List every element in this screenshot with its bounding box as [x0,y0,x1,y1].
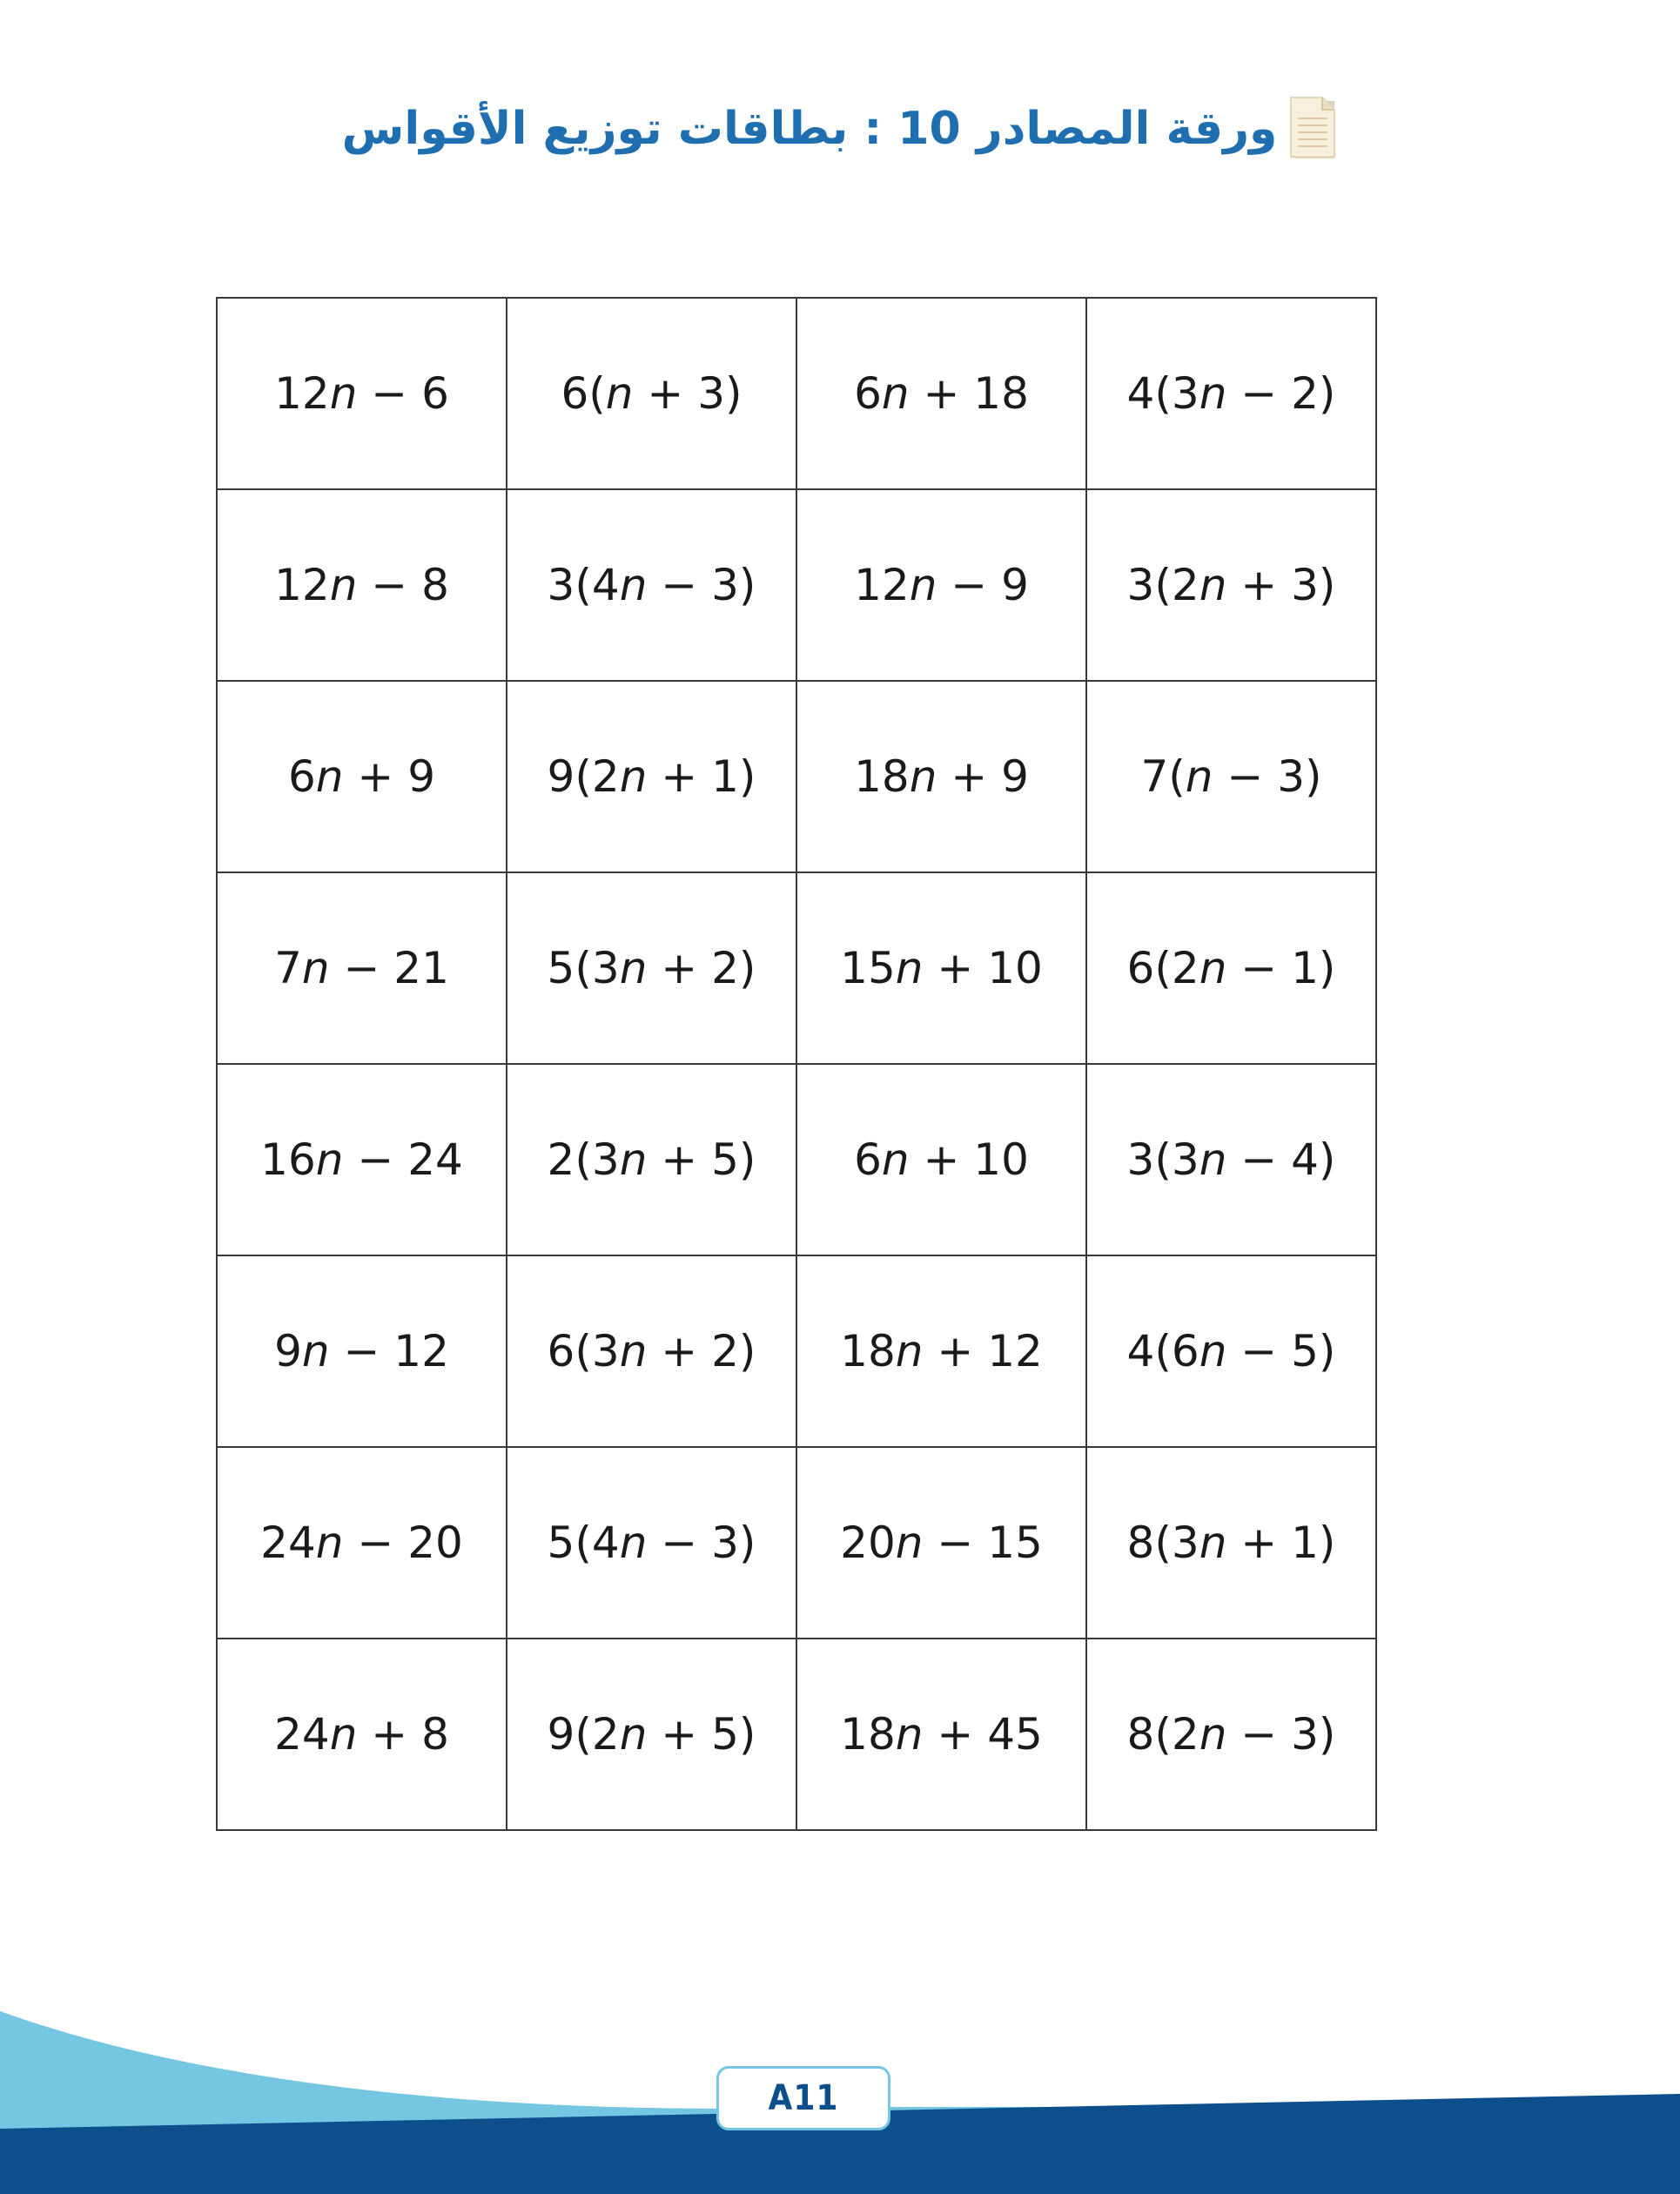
page-title [342,103,1278,155]
card-expression: 3(4n − 3) [547,560,756,610]
title-number: 10 [897,103,961,155]
table-row [217,1255,1376,1447]
card [217,1639,507,1830]
card [507,298,796,489]
card-expression: 4(3n − 2) [1126,368,1336,419]
card-expression: 18n + 12 [840,1326,1043,1376]
card [1086,1064,1376,1255]
card [217,489,507,681]
card [217,1064,507,1255]
card [1086,681,1376,872]
card [796,298,1086,489]
card-expression: 6(2n − 1) [1126,943,1336,993]
title-row [342,96,1339,162]
page-header [0,96,1680,162]
page-number-badge [716,2066,890,2130]
card-expression: 18n + 9 [854,751,1029,802]
bracket-cards-table [216,297,1377,1831]
card [217,298,507,489]
card [217,681,507,872]
card-expression: 24n − 20 [260,1518,463,1568]
title-prefix: ورقة المصادر [976,103,1278,155]
card [1086,872,1376,1064]
card [507,1255,796,1447]
card-expression: 6n + 10 [854,1134,1029,1185]
card [796,1255,1086,1447]
card-expression: 5(3n + 2) [547,943,756,993]
card [507,1639,796,1830]
card-expression: 9(2n + 1) [547,751,756,802]
card-expression: 12n − 6 [274,368,449,419]
card [796,1447,1086,1639]
card [507,1447,796,1639]
table-row [217,681,1376,872]
table-row [217,872,1376,1064]
card [1086,1255,1376,1447]
table-row [217,1639,1376,1830]
card-expression: 5(4n − 3) [547,1518,756,1568]
card [217,872,507,1064]
card [1086,1447,1376,1639]
card-expression: 6n + 9 [287,751,436,802]
card-expression: 12n − 9 [854,560,1029,610]
card-expression: 6(n + 3) [561,368,743,419]
card-expression: 24n + 8 [274,1709,449,1760]
card-expression: 15n + 10 [840,943,1043,993]
table-row [217,489,1376,681]
card-expression: 7n − 21 [274,943,449,993]
card [507,681,796,872]
card-expression: 8(2n − 3) [1126,1709,1336,1760]
card [796,489,1086,681]
card-expression: 3(2n + 3) [1126,560,1336,610]
table-row [217,298,1376,489]
card-expression: 6n + 18 [854,368,1029,419]
card-expression: 9(2n + 5) [547,1709,756,1760]
card [507,1064,796,1255]
card-expression: 6(3n + 2) [547,1326,756,1376]
card [507,872,796,1064]
card [796,681,1086,872]
card [1086,1639,1376,1830]
card-expression: 16n − 24 [260,1134,463,1185]
card-expression: 2(3n + 5) [547,1134,756,1185]
card [796,1064,1086,1255]
card [796,872,1086,1064]
table-row [217,1064,1376,1255]
document-icon [1289,96,1338,162]
table-row [217,1447,1376,1639]
card-expression: 4(6n − 5) [1126,1326,1336,1376]
card-expression: 3(3n − 4) [1126,1134,1336,1185]
card-expression: 7(n − 3) [1140,751,1322,802]
card-expression: 12n − 8 [274,560,449,610]
card [217,1447,507,1639]
card-expression: 9n − 12 [274,1326,449,1376]
card-expression: 20n − 15 [840,1518,1043,1568]
page-number: A11 [768,2078,839,2118]
card [796,1639,1086,1830]
card-expression: 8(3n + 1) [1126,1518,1336,1568]
card [1086,298,1376,489]
card-expression: 18n + 45 [840,1709,1043,1760]
card [1086,489,1376,681]
card [507,489,796,681]
card [217,1255,507,1447]
title-suffix: : بطاقات توزيع الأقواس [341,103,883,155]
